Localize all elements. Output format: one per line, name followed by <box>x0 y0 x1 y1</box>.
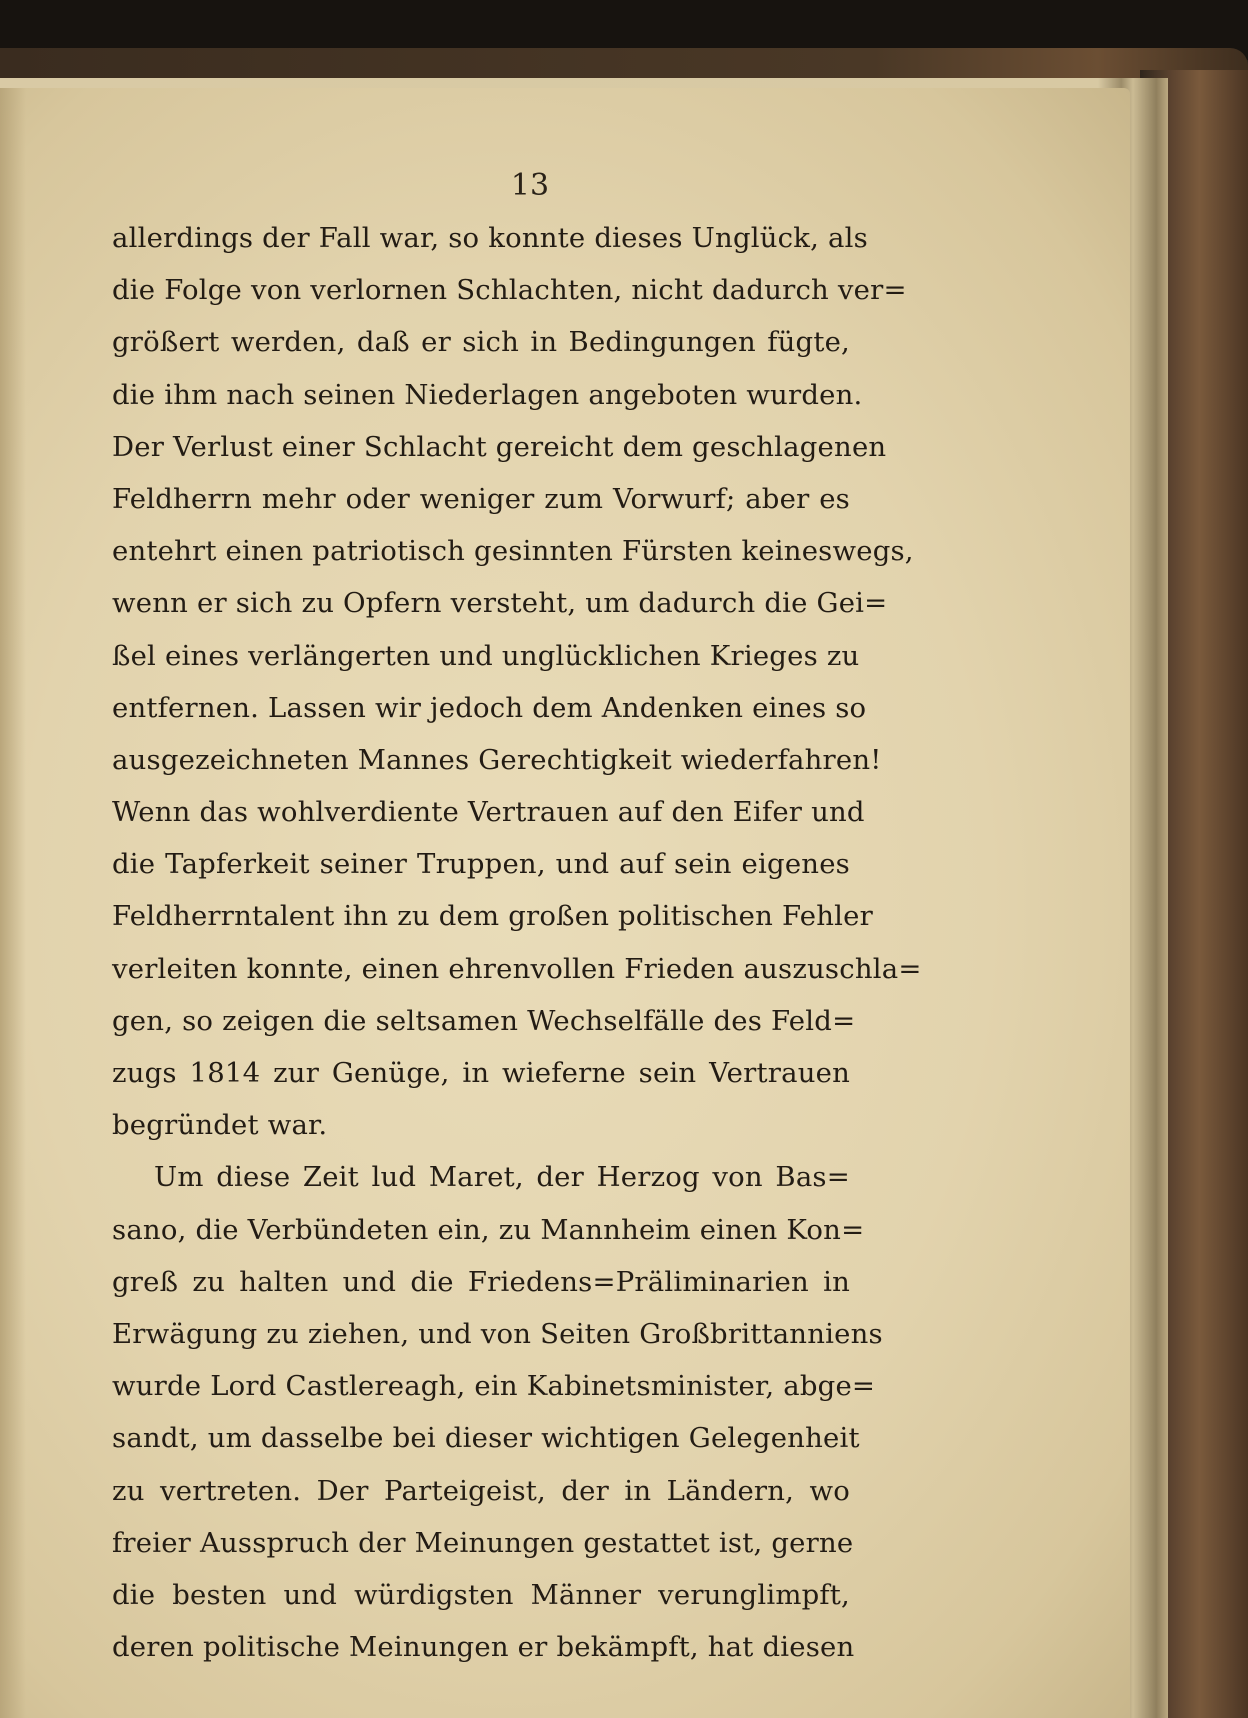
text-line: gen, so zeigen die seltsamen Wechselfälle des Feld= <box>112 1004 856 1037</box>
text-line: wenn er sich zu Opfern versteht, um dadurch die Gei= <box>112 587 888 620</box>
text-line: sandt, um dasselbe bei dieser wichtigen Gelegenheit <box>112 1422 860 1455</box>
text-line: entfernen. Lassen wir jedoch dem Andenken eines so <box>112 691 867 724</box>
page-number: 13 <box>510 168 550 203</box>
text-line: Um diese Zeit lud Maret, der Herzog von Bas= <box>154 1161 850 1194</box>
text-line: allerdings der Fall war, so konnte dieses Unglück, als <box>112 222 868 254</box>
text-line: greß zu halten und die Friedens=Präliminarien in <box>112 1265 850 1298</box>
text-line: zu vertreten. Der Parteigeist, der in Ländern, wo <box>112 1474 850 1507</box>
text-line: Der Verlust einer Schlacht gereicht dem geschlagenen <box>112 430 887 463</box>
text-line: entehrt einen patriotisch gesinnten Fürsten keineswegs, <box>112 535 914 568</box>
page-text <box>112 212 922 1673</box>
text-line: die ihm nach seinen Niederlagen angeboten wurden. <box>112 378 863 411</box>
text-line: freier Ausspruch der Meinungen gestattet ist, gerne <box>112 1526 854 1559</box>
text-line: die Tapferkeit seiner Truppen, und auf sein eigenes <box>112 848 850 881</box>
text-line: sano, die Verbündeten ein, zu Mannheim einen Kon= <box>112 1213 865 1246</box>
page-gutter-shadow <box>0 88 26 1718</box>
text-line: größert werden, daß er sich in Bedingungen fügte, <box>112 326 850 359</box>
text-line: Feldherrntalent ihn zu dem großen politischen Fehler <box>112 900 873 933</box>
text-line: Erwägung zu ziehen, und von Seiten Großbrittanniens <box>112 1317 883 1350</box>
text-line: ausgezeichneten Mannes Gerechtigkeit wiederfahren! <box>112 743 882 776</box>
text-line: begründet war. <box>112 1109 328 1142</box>
text-line: wurde Lord Castlereagh, ein Kabinetsminister, abge= <box>112 1370 876 1403</box>
text-line: verleiten konnte, einen ehrenvollen Frieden auszuschla= <box>112 952 922 985</box>
text-line: deren politische Meinungen er bekämpft, hat diesen <box>112 1631 855 1664</box>
text-line: zugs 1814 zur Genüge, in wieferne sein Vertrauen <box>112 1057 850 1089</box>
text-line: ßel eines verlängerten und unglücklichen Krieges zu <box>112 639 860 672</box>
text-line: die besten und würdigsten Männer verunglimpft, <box>112 1578 850 1611</box>
text-line: Feldherrn mehr oder weniger zum Vorwurf; aber es <box>112 482 850 515</box>
text-line: die Folge von verlornen Schlachten, nicht dadurch ver= <box>112 274 907 307</box>
text-line: Wenn das wohlverdiente Vertrauen auf den Eifer und <box>112 796 865 829</box>
